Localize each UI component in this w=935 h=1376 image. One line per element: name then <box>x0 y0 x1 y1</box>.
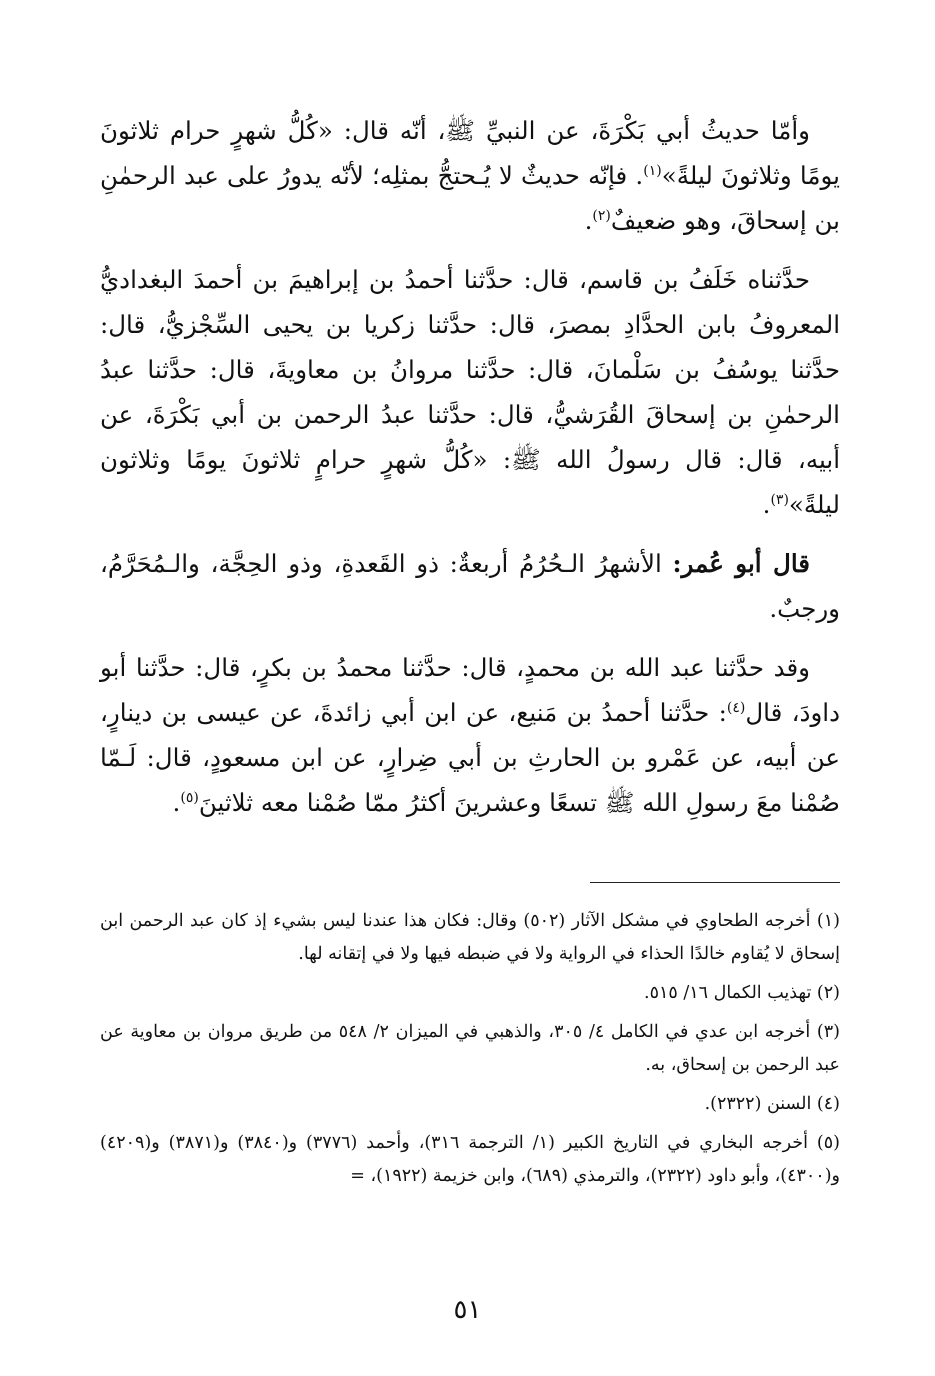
footnote-5: (٥) أخرجه البخاري في التاريخ الكبير (١/ الترجمة ٣١٦)، وأحمد (٣٧٧٦) و(٣٨٤٠) و(٣٨٧١) و(٤٢٠٩) و(٤٣٠٠)، وأبو داود (٢٣٢٢)، والترمذي (٦٨٩)، وابن خزيمة (١٩٢٢)، = <box>100 1133 840 1186</box>
page-number: ٥١ <box>453 1295 482 1325</box>
paragraph-text: وقد حدَّثنا عبد الله بن محمدٍ، قال: حدَّثنا محمدُ بن بكرٍ، قال: حدَّثنا أبو داودَ، قال <box>100 653 840 727</box>
paragraph-text: الأشهرُ الـحُرُمُ أربعةٌ: ذو القَعدةِ، وذو الحِجَّة، والـمُحَرَّمُ، ورجبٌ. <box>100 549 840 623</box>
footnote-divider <box>590 882 840 883</box>
paragraph-text: : حدَّثنا أحمدُ بن مَنيع، عن ابن أبي زائدةَ، عن عيسى بن دينارٍ، عن أبيه، عن عَمْرو بن الحارثِ بن أبي ضِرارٍ، عن ابن مسعودٍ، قال: لَـمّا صُمْنا معَ رسولِ الله ﷺ تسعًا وعشرينَ أكثرُ ممّا صُمْنا معه ثلاثينَ <box>100 698 840 817</box>
footnote-ref[interactable]: (٢) <box>592 207 611 224</box>
footnote-ref[interactable]: (٤) <box>726 699 746 716</box>
footnote-1: (١) أخرجه الطحاوي في مشكل الآثار (٥٠٢) وقال: فكان هذا عندنا ليس بشيء إذ كان عبد الرحمن ابن إسحاق لا يُقاوم خالدًا الحذاء في الرواية ولا في ضبطه فيها ولا في إتقانه لها. <box>100 911 840 964</box>
paragraph-text: وأمّا حديثُ أبي بَكْرَةَ، عن النبيِّ ﷺ، أنّه قال: «كُلُّ شهرٍ حرام ثلاثونَ يومًا وثلاثونَ ليلةً» <box>100 116 840 190</box>
footnote-4: (٤) السنن (٢٣٢٢). <box>704 1094 840 1114</box>
paragraph-3 <box>100 541 840 631</box>
paragraph-2 <box>100 257 840 527</box>
paragraph-text: حدَّثناه خَلَفُ بن قاسم، قال: حدَّثنا أحمدُ بن إبراهيمَ بن أحمدَ البغداديُّ المعروفُ بابن الحدَّادِ بمصرَ، قال: حدَّثنا زكريا بن يحيى السِّجْزيُّ، قال: حدَّثنا يوسُفُ بن سَلْمانَ، قال: حدَّثنا مروانُ بن معاويةَ، قال: حدَّثنا عبدُ الرحمٰنِ بن إسحاقَ القُرَشيُّ، قال: حدَّثنا عبدُ الرحمن بن أبي بَكْرَةَ، عن أبيه، قال: قال رسولُ الله ﷺ: «كُلُّ شهرٍ حرامٍ ثلاثونَ يومًا وثلاثون ليلةً» <box>100 265 840 519</box>
footnote-3: (٣) أخرجه ابن عدي في الكامل ٤/ ٣٠٥، والذهبي في الميزان ٢/ ٥٤٨ من طريق مروان بن معاوية عن عبد الرحمن بن إسحاق، به. <box>100 1022 840 1075</box>
main-text <box>100 108 840 839</box>
footnotes <box>100 905 840 1199</box>
paragraph-end: . <box>172 788 181 817</box>
footnote-ref[interactable]: (٣) <box>770 491 789 508</box>
paragraph-1 <box>100 108 840 243</box>
speaker-label: قال أبو عُمر: <box>672 549 810 578</box>
paragraph-4 <box>100 645 840 825</box>
footnote-2: (٢) تهذيب الكمال ١٦/ ٥١٥. <box>643 983 840 1003</box>
paragraph-text: . فإنّه حديثٌ لا يُـحتجُّ بمثلِه؛ لأنّه يدورُ على عبد الرحمٰنِ بن إسحاقَ، وهو ضعيفٌ <box>100 161 840 235</box>
footnote-ref[interactable]: (٥) <box>180 789 199 806</box>
paragraph-end: . <box>762 490 771 519</box>
footnote-ref[interactable]: (١) <box>643 162 662 179</box>
paragraph-end: . <box>584 206 593 235</box>
